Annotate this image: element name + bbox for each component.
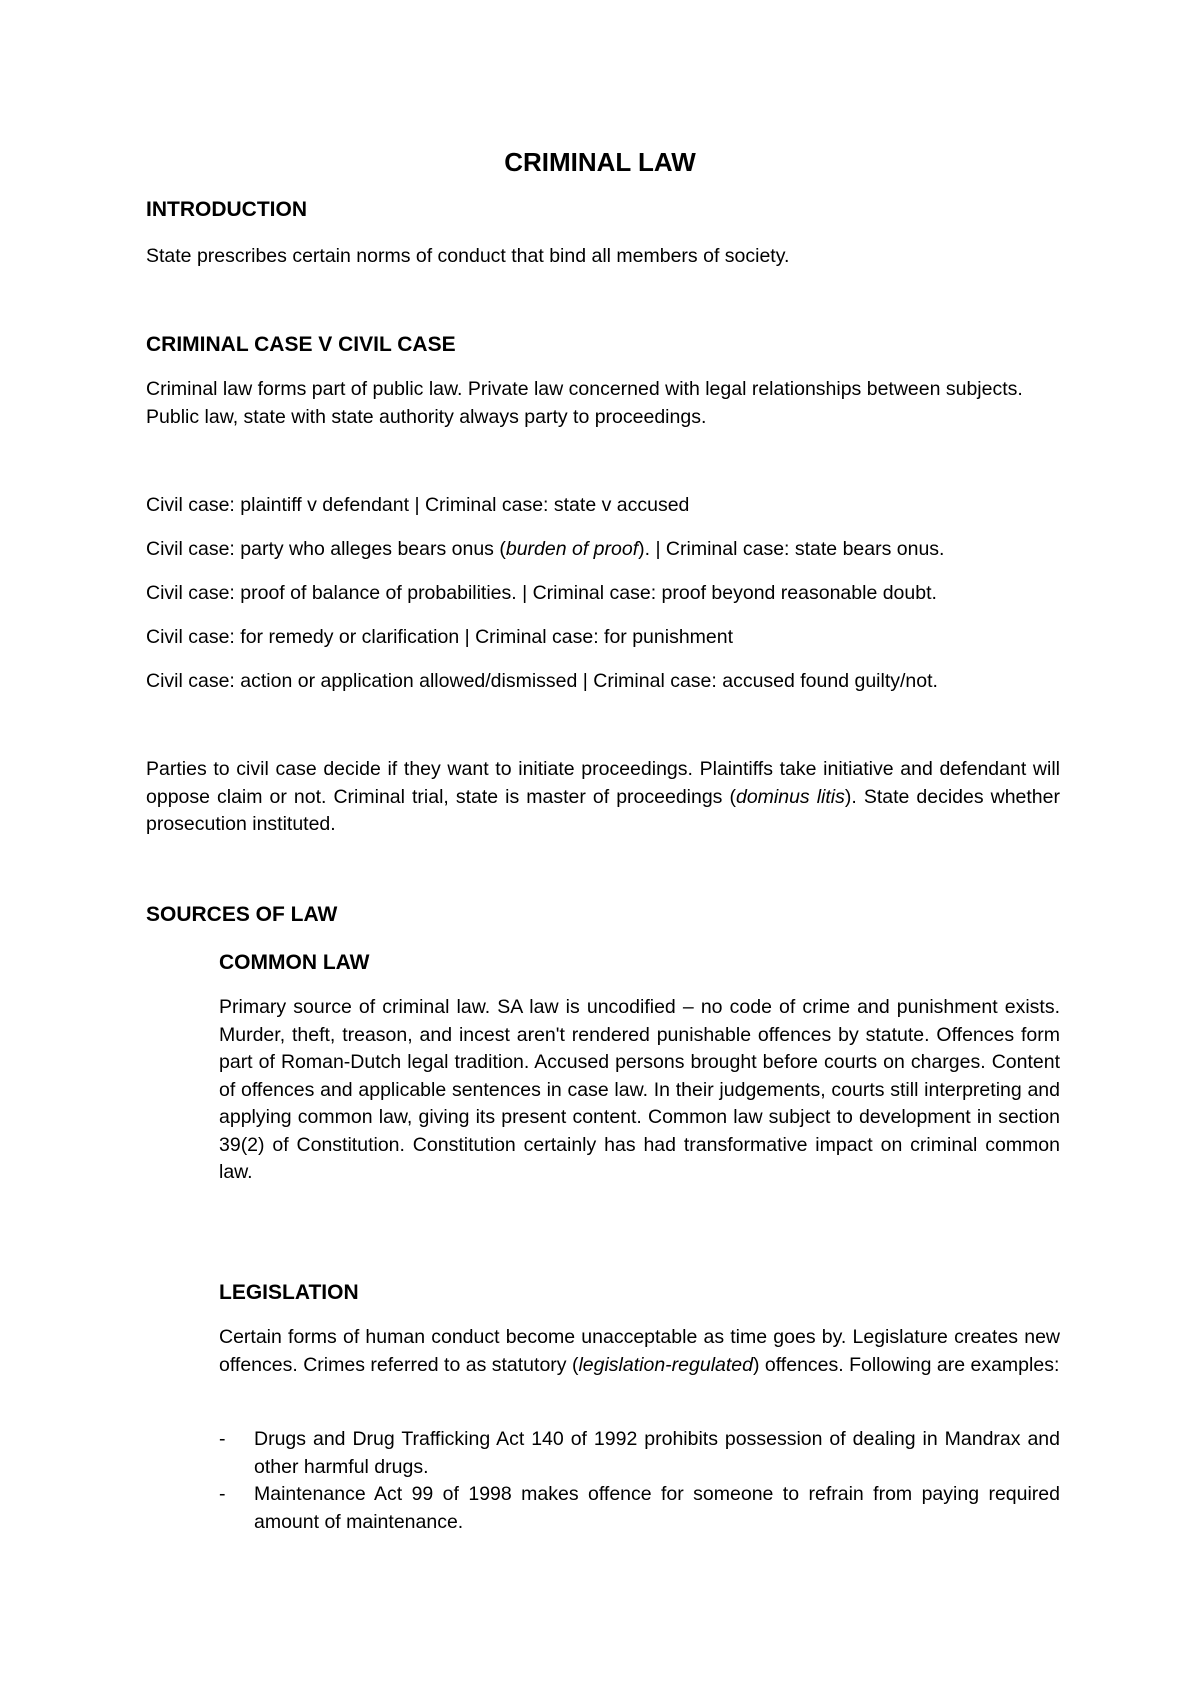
legislation-regulated-term: legislation-regulated bbox=[578, 1353, 753, 1376]
sources-of-law-heading: SOURCES OF LAW bbox=[146, 903, 338, 926]
list-item bbox=[219, 1481, 1060, 1536]
public-law-paragraph: Criminal law forms part of public law. Private law concerned with legal relationships between subjects. Public law, state with state authority always party to proceedings. bbox=[146, 378, 1023, 428]
dominus-litis-term: dominus litis bbox=[735, 785, 845, 808]
example-maintenance-act: Maintenance Act 99 of 1998 makes offence for someone to refrain from paying required amount of maintenance. bbox=[254, 1483, 1060, 1533]
comparison-line-1: Civil case: plaintiff v defendant | Criminal case: state v accused bbox=[146, 494, 690, 516]
common-law-paragraph: Primary source of criminal law. SA law is uncodified – no code of crime and punishment exists. Murder, theft, treason, and incest aren't rendered punishable offences by statute. Offences form part of Roman-Dutch legal tradition. Accused persons brought before courts on charges. Content of offences and applicable sentences in case law. In their judgements, courts still interpreting and applying common law, giving its present content. Common law subject to development in section 39(2) of Constitution. Constitution certainly has had transformative impact on criminal common law. bbox=[219, 996, 1060, 1183]
document-title: CRIMINAL LAW bbox=[504, 147, 696, 177]
list-item bbox=[219, 1426, 1060, 1481]
comparison-line-2: Civil case: party who alleges bears onus (burden of proof). | Criminal case: state bears onus. bbox=[146, 538, 945, 560]
comparison-line-5: Civil case: action or application allowed/dismissed | Criminal case: accused found guilty/not. bbox=[146, 670, 938, 692]
bullet-marker: - bbox=[219, 1483, 226, 1505]
legislation-heading: LEGISLATION bbox=[219, 1281, 359, 1304]
example-drugs-act: Drugs and Drug Trafficking Act 140 of 1992 prohibits possession of dealing in Mandrax and other harmful drugs. bbox=[254, 1428, 1060, 1478]
common-law-heading: COMMON LAW bbox=[219, 951, 370, 974]
comparison-line-4: Civil case: for remedy or clarification | Criminal case: for punishment bbox=[146, 626, 734, 648]
bullet-marker: - bbox=[219, 1428, 226, 1450]
parties-paragraph: Parties to civil case decide if they want to initiate proceedings. Plaintiffs take initiative and defendant will oppose claim or not. Criminal trial, state is master of proceedings (dominus litis). State decides whether prosecution instituted. bbox=[146, 758, 1060, 835]
burden-of-proof-term: burden of proof bbox=[505, 538, 639, 560]
introduction-heading: INTRODUCTION bbox=[146, 198, 307, 221]
legislation-paragraph: Certain forms of human conduct become unacceptable as time goes by. Legislature creates new offences. Crimes referred to as statutory (legislation-regulated) offences. Following are examples: bbox=[219, 1326, 1060, 1376]
criminal-vs-civil-heading: CRIMINAL CASE V CIVIL CASE bbox=[146, 333, 456, 356]
comparison-line-3: Civil case: proof of balance of probabilities. | Criminal case: proof beyond reasonable doubt. bbox=[146, 582, 937, 604]
introduction-text: State prescribes certain norms of conduct that bind all members of society. bbox=[146, 245, 790, 267]
